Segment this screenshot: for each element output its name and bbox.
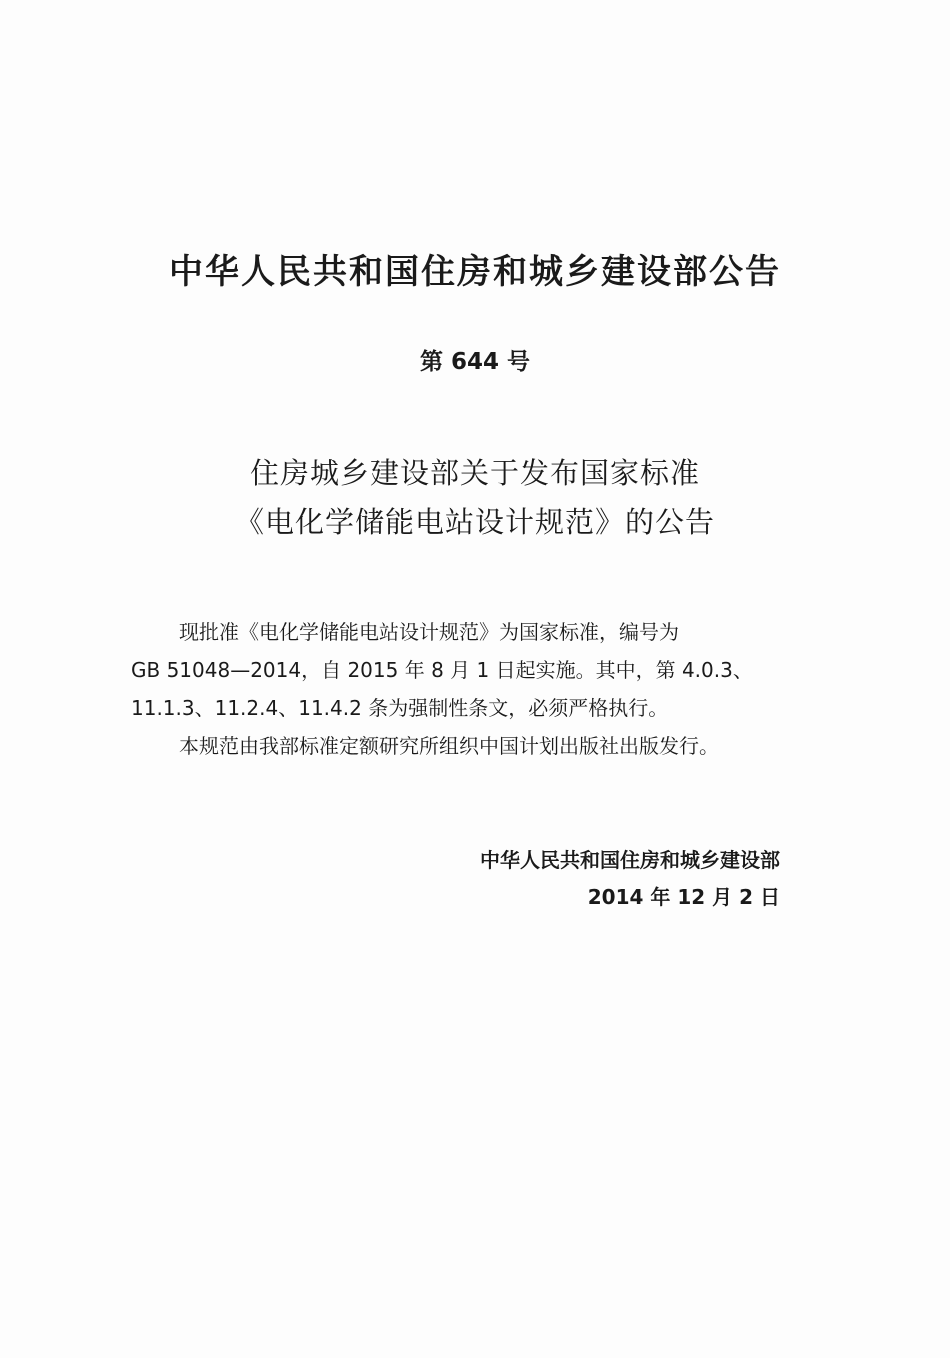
signature-date: 2014 年 12 月 2 日 (587, 885, 780, 909)
body-text-line1: 现批准《电化学储能电站设计规范》为国家标准，编号为 (179, 620, 679, 644)
announcement-number: 第 644 号 (419, 349, 531, 375)
signature-organization: 中华人民共和国住房和城乡建设部 (480, 848, 780, 872)
announcement-title: 中华人民共和国住房和城乡建设部公告 (169, 252, 781, 292)
body-text-line3: 11.1.3、11.2.4、11.4.2 条为强制性条文，必须严格执行。 (131, 696, 669, 720)
announcement-subtitle-line1: 住房城乡建设部关于发布国家标准 (249, 456, 700, 490)
body-text-line2: GB 51048—2014，自 2015 年 8 月 1 日起实施。其中，第 4.0.3、 (131, 658, 753, 682)
announcement-subtitle-line2: 《电化学储能电站设计规范》的公告 (234, 505, 715, 539)
body-text-line4: 本规范由我部标准定额研究所组织中国计划出版社出版发行。 (179, 734, 719, 758)
